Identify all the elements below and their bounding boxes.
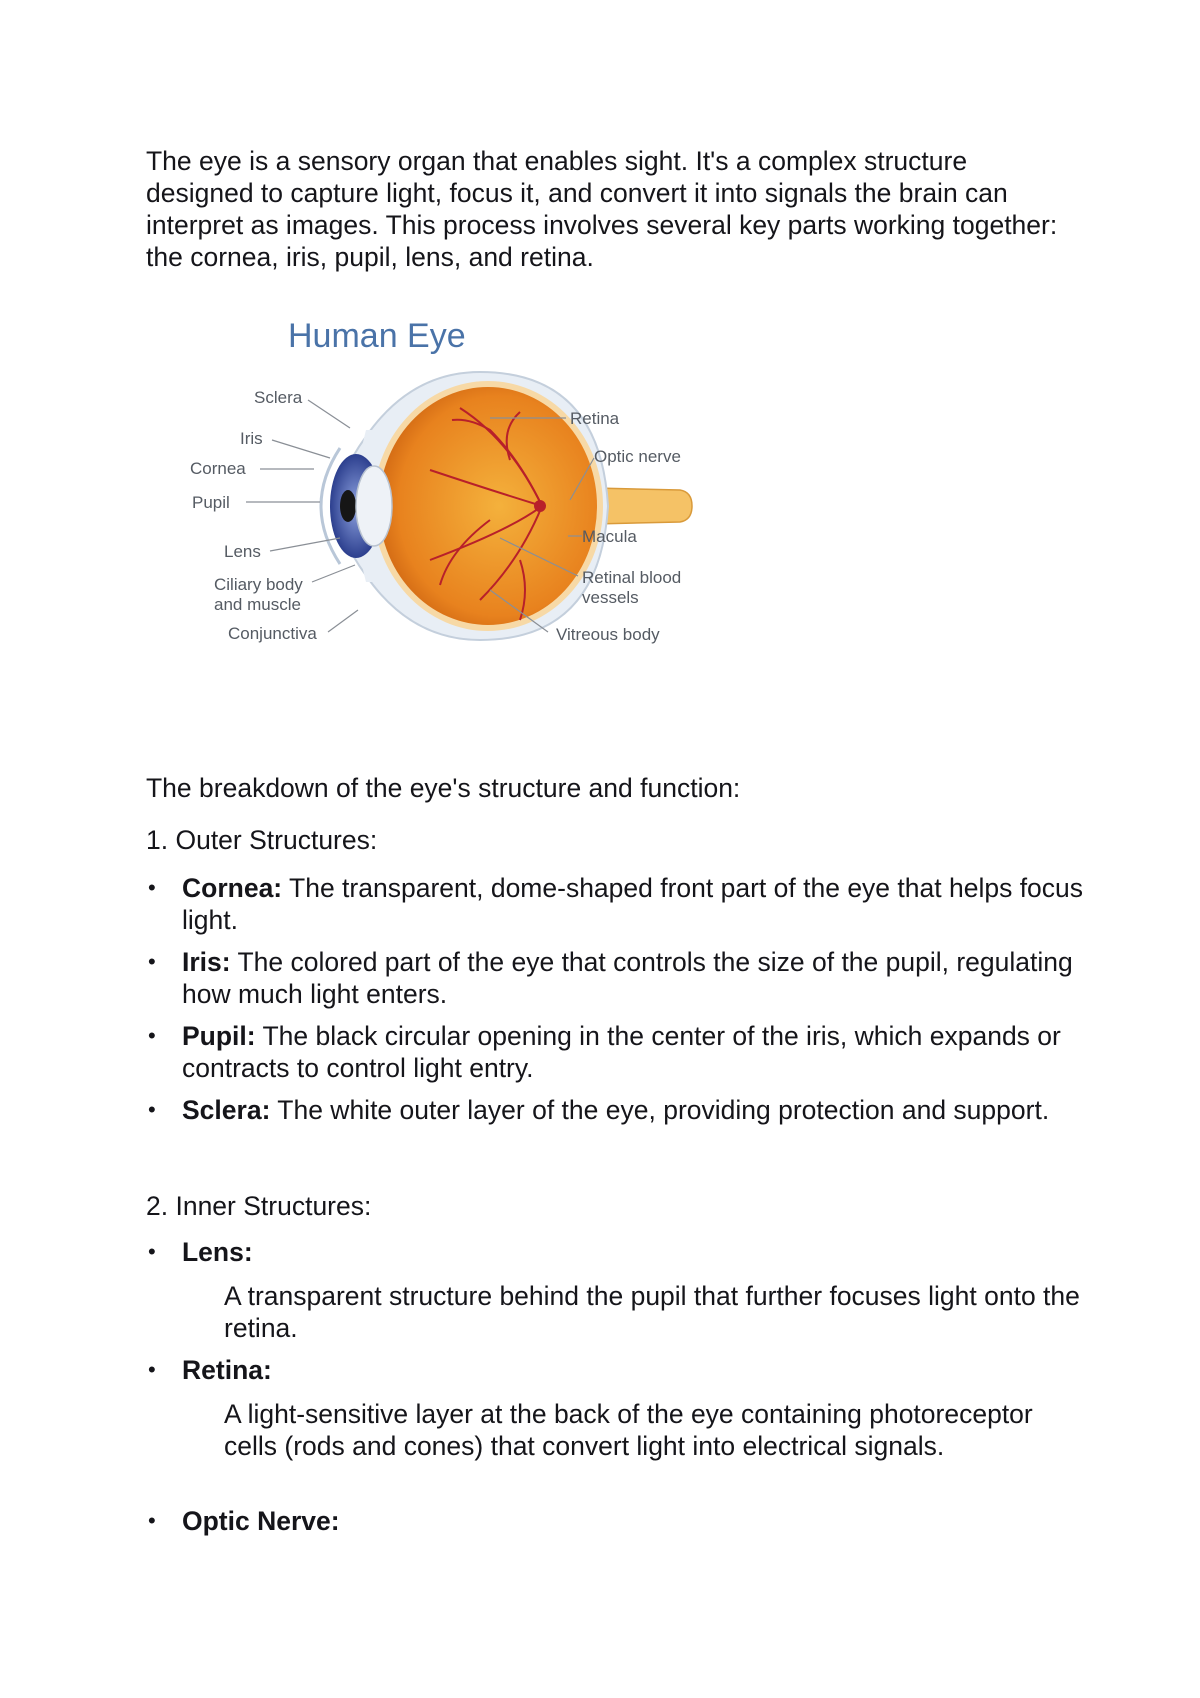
label-lens: Lens	[224, 542, 261, 561]
label-pupil: Pupil	[192, 493, 230, 512]
label-iris: Iris	[240, 429, 263, 448]
bullet-icon: •	[148, 875, 156, 900]
label-sclera: Sclera	[254, 388, 303, 407]
label-vessels-2: vessels	[582, 588, 639, 607]
lens-shape	[356, 466, 392, 546]
term-iris: Iris:	[182, 947, 231, 977]
term-retina: Retina:	[182, 1355, 272, 1385]
optic-nerve-shape	[595, 488, 692, 524]
term-cornea: Cornea:	[182, 873, 283, 903]
bullet-icon: •	[148, 949, 156, 974]
term-optic-nerve: Optic Nerve:	[182, 1506, 340, 1536]
list-item	[146, 872, 1086, 936]
inner-structures-heading: 2. Inner Structures:	[146, 1191, 372, 1221]
bullet-icon: •	[148, 1239, 156, 1264]
intro-paragraph: The eye is a sensory organ that enables sight. It's a complex structure designed to capture light, focus it, and convert it into signals the brain can interpret as images. This process involves several key parts working together: the cornea, iris, pupil, lens, and retina.	[146, 146, 1058, 272]
diagram-title: Human Eye	[288, 320, 466, 355]
bullet-icon: •	[148, 1023, 156, 1048]
list-item	[146, 1020, 1086, 1084]
label-macula: Macula	[582, 527, 637, 546]
macula-spot	[534, 500, 546, 512]
bullet-icon: •	[148, 1357, 156, 1382]
label-retina: Retina	[570, 409, 620, 428]
list-item	[146, 1505, 340, 1537]
outer-structures-heading: 1. Outer Structures:	[146, 825, 378, 855]
desc-retina: A light-sensitive layer at the back of the eye containing photoreceptor cells (rods and cones) that convert light into electrical signals.	[224, 1399, 1033, 1461]
list-item	[146, 1094, 1086, 1126]
bullet-icon: •	[148, 1097, 156, 1122]
desc-sclera: The white outer layer of the eye, providing protection and support.	[270, 1095, 1050, 1125]
label-ciliary-2: and muscle	[214, 595, 301, 614]
term-sclera: Sclera:	[182, 1095, 271, 1125]
desc-lens: A transparent structure behind the pupil that further focuses light onto the retina.	[224, 1281, 1080, 1343]
desc-iris: The colored part of the eye that controls the size of the pupil, regulating how much light enters.	[182, 947, 1073, 1009]
bullet-icon: •	[148, 1508, 156, 1533]
label-ciliary-1: Ciliary body	[214, 575, 303, 594]
label-vessels-1: Retinal blood	[582, 568, 682, 587]
term-pupil: Pupil:	[182, 1021, 256, 1051]
list-item	[146, 1236, 253, 1268]
label-cornea: Cornea	[190, 459, 246, 478]
outer-structures-list	[146, 872, 1086, 1126]
desc-pupil: The black circular opening in the center of the iris, which expands or contracts to control light entry.	[182, 1021, 1061, 1083]
label-conjunctiva: Conjunctiva	[228, 624, 317, 643]
pupil-shape	[340, 490, 356, 522]
term-lens: Lens:	[182, 1237, 253, 1267]
label-vitreous: Vitreous body	[556, 625, 660, 644]
desc-cornea: The transparent, dome-shaped front part of the eye that helps focus light.	[182, 873, 1084, 935]
breakdown-heading: The breakdown of the eye's structure and function:	[146, 773, 741, 803]
human-eye-diagram	[190, 320, 790, 720]
list-item	[146, 946, 1086, 1010]
label-optic-nerve: Optic nerve	[594, 447, 681, 466]
list-item	[146, 1354, 272, 1386]
